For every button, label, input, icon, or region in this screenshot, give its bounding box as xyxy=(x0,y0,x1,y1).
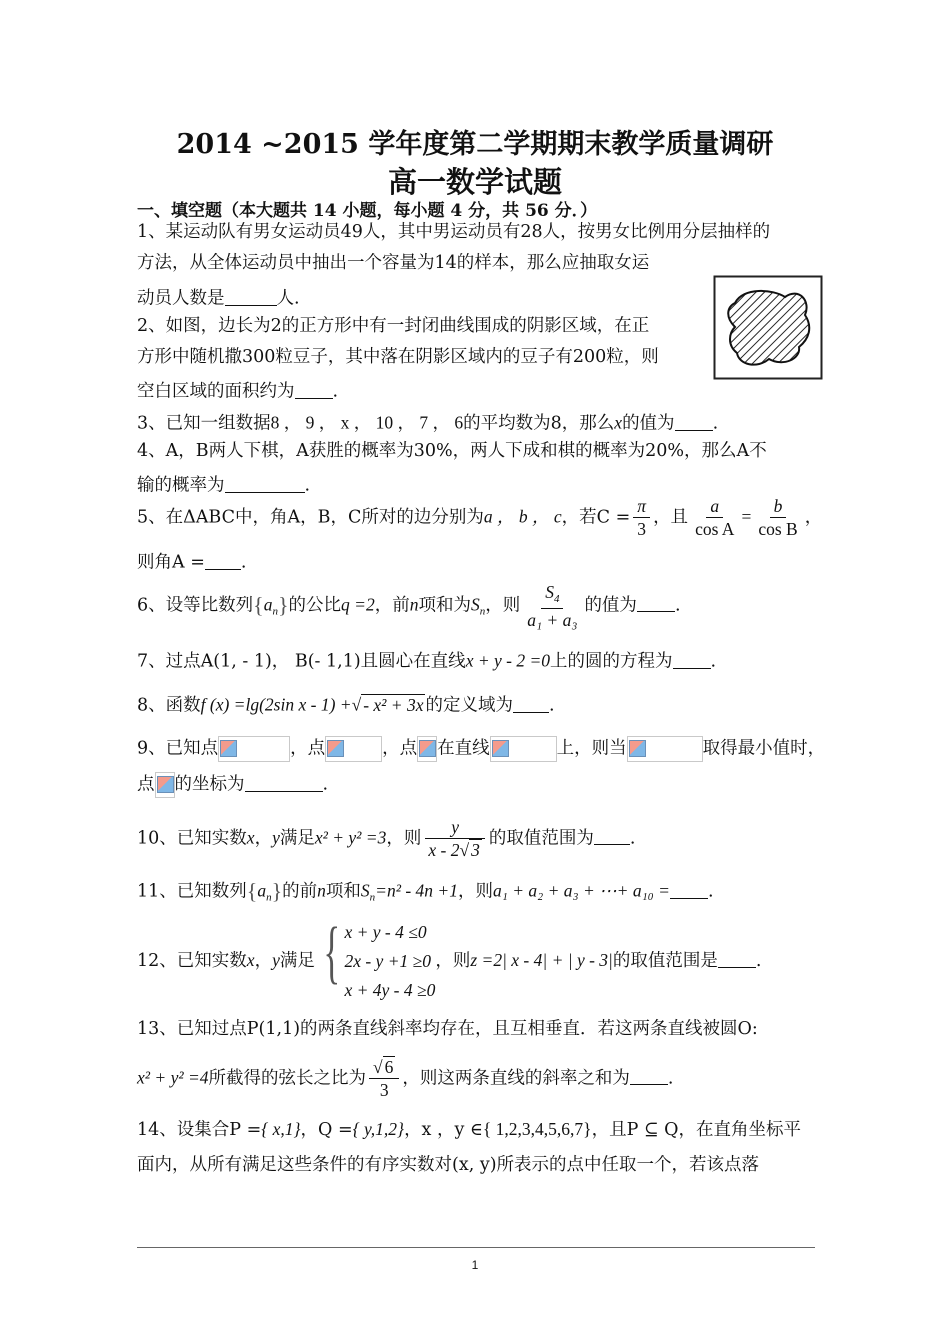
q6-text: 6、设等比数列 xyxy=(137,595,254,616)
q2-end: . xyxy=(332,381,339,402)
broken-image-icon xyxy=(220,740,237,757)
sqrt: √ 6 xyxy=(373,1057,394,1077)
q13-end: . xyxy=(667,1068,674,1089)
q10-text4: 的取值范围为 xyxy=(488,828,594,849)
set-values: { 1,2,3,4,5,6,7} xyxy=(482,1119,592,1139)
q11-end: . xyxy=(707,881,714,902)
q4-end: . xyxy=(304,475,311,496)
q13-line2 xyxy=(137,1058,673,1100)
frac-num: y xyxy=(425,818,485,839)
comma: ， xyxy=(254,950,273,971)
q8-text2: 的定义域为 xyxy=(425,695,513,716)
pi-over-3 xyxy=(633,497,650,539)
broken-image-placeholder xyxy=(627,736,703,762)
q14-line2: 面内，从所有满足这些条件的有序实数对(x, y)所表示的点中任取一个，若该点落 xyxy=(137,1155,760,1175)
q12-line xyxy=(137,914,762,1005)
q13-text: 所截得的弦长之比为 xyxy=(208,1068,367,1089)
q10-text3: ，则 xyxy=(386,828,422,849)
q10-line xyxy=(137,818,635,860)
q5-sides: a ， b ， c xyxy=(483,506,562,527)
q5-text: 5、在ΔABC中，角A，B，C所对的边分别为 xyxy=(137,507,484,528)
answer-blank[interactable] xyxy=(295,380,333,399)
q10-text: 10、已知实数 xyxy=(137,828,247,849)
section-heading: 一、填空题（本大题共 14 小题，每小题 4 分，共 56 分．） xyxy=(137,201,598,221)
q14-text: 14、设集合P = xyxy=(137,1120,262,1140)
sqrt6-over-3 xyxy=(369,1058,399,1100)
sqrt: √ - x² + 3x xyxy=(351,694,424,715)
q3-data: 8 ， 9 ， x ， 10 ， 7 ， 6 xyxy=(270,412,464,433)
q3-var: x xyxy=(614,412,623,433)
broken-image-placeholder xyxy=(325,736,382,762)
q6-text5: ，则 xyxy=(485,595,521,616)
q7-line xyxy=(137,650,716,671)
q2-line3 xyxy=(137,380,338,401)
answer-blank[interactable] xyxy=(718,949,756,968)
q12-text4: 的取值范围是 xyxy=(612,950,718,971)
q4-text: 输的概率为 xyxy=(137,475,225,496)
q6-text3: ，前 xyxy=(374,595,410,616)
q9-text5: 上，则当 xyxy=(556,738,627,759)
S-sub: n xyxy=(369,891,376,904)
var-y: y xyxy=(272,949,280,970)
frac-num: b xyxy=(770,497,787,518)
S4-fraction xyxy=(523,583,581,629)
q6-text4: 项和为 xyxy=(418,595,471,616)
answer-blank[interactable] xyxy=(630,1067,668,1086)
broken-image-icon xyxy=(419,740,436,757)
frac-den: 3 xyxy=(637,519,647,540)
broken-image-icon xyxy=(327,740,344,757)
page-title: 2014 ~2015 学年度第二学期期末教学质量调研 xyxy=(176,129,774,160)
sqrt: √ 3 xyxy=(459,840,480,861)
q10-eq: x² + y² =3 xyxy=(314,827,387,848)
frac-den xyxy=(424,839,485,859)
frac-num xyxy=(541,583,563,609)
broken-image-placeholder xyxy=(218,736,290,762)
broken-image-icon xyxy=(157,776,174,793)
sub: 4 xyxy=(553,593,560,605)
q9-end: . xyxy=(322,774,329,795)
q9-text2: ，点 xyxy=(290,738,326,759)
q11-sum: a₁ + a₂ + a₃ + ⋯+ a₁₀ = xyxy=(492,880,670,901)
den-text: x - 2 xyxy=(428,840,460,861)
brace: { xyxy=(253,592,264,618)
system-row: x + y - 4 ≤0 xyxy=(344,922,427,942)
var-x: x xyxy=(246,949,255,970)
page-subtitle: 高一数学试题 xyxy=(387,165,562,199)
q12-text: 12、已知实数 xyxy=(137,950,247,971)
var-n: n xyxy=(317,880,326,901)
q6-line xyxy=(137,583,681,629)
q14-line1 xyxy=(137,1121,801,1140)
comma: ， xyxy=(804,507,823,528)
radicand: - x² + 3x xyxy=(363,694,424,715)
seq-a: a xyxy=(263,594,273,615)
broken-image-placeholder xyxy=(490,736,557,762)
q10-fraction xyxy=(424,818,485,860)
answer-blank[interactable] xyxy=(675,412,713,431)
q10-text2: 满足 xyxy=(279,828,315,849)
q1-line2: 方法，从全体运动员中抽出一个容量为14的样本，那么应抽取女运 xyxy=(137,253,650,273)
q14-text2: ，Q = xyxy=(300,1120,353,1140)
broken-image-icon xyxy=(629,740,646,757)
q8-function: f (x) =lg(2sin x - 1) + xyxy=(200,694,352,715)
q2-line2: 方形中随机撒300粒豆子，其中落在阴影区域内的豆子有200粒，则 xyxy=(137,347,659,367)
q6-text2: 的公比 xyxy=(288,595,342,616)
q11-text2: 的前 xyxy=(282,881,318,902)
q9-text6: 取得最小值时， xyxy=(702,738,826,759)
system-rows xyxy=(344,918,435,1005)
q11-text4: ，则 xyxy=(457,881,493,902)
q11-text: 11、已知数列 xyxy=(137,881,247,902)
q11-formula: =n² - 4n +1 xyxy=(375,880,458,901)
frac-den: a₁ + a₃ xyxy=(527,609,578,630)
set-P: { x,1} xyxy=(261,1119,301,1139)
var-S: S xyxy=(360,880,370,901)
var-x: x xyxy=(246,827,255,848)
q10-end: . xyxy=(629,828,636,849)
brace: } xyxy=(271,878,283,904)
q7-end: . xyxy=(710,651,717,672)
q8-text: 8、函数 xyxy=(137,695,201,716)
b-over-cosB xyxy=(754,497,801,539)
system-row: 2x - y +1 ≥0 xyxy=(344,950,431,971)
answer-blank[interactable] xyxy=(594,827,630,846)
var-S: S xyxy=(470,594,480,615)
q9-text3: ，点 xyxy=(382,738,418,759)
q1-text: 动员人数是 xyxy=(137,288,225,309)
q13-line1: 13、已知过点P(1,1)的两条直线斜率均存在，且互相垂直．若这两条直线被圆O: xyxy=(137,1019,758,1039)
q5-text4: 则角A = xyxy=(137,552,205,573)
var-n: n xyxy=(409,594,419,615)
var-y: y xyxy=(272,827,280,848)
q4-line1: 4、A，B两人下棋，A获胜的概率为30%，两人下成和棋的概率为20%，那么A不 xyxy=(137,441,767,461)
answer-blank[interactable] xyxy=(225,287,277,306)
radicand: 3 xyxy=(471,840,480,861)
q9-line2 xyxy=(137,772,328,798)
answer-blank[interactable] xyxy=(205,551,241,570)
q13-text2: ，则这两条直线的斜率之和为 xyxy=(402,1068,630,1089)
q7-line-eq: x + y - 2 =0 xyxy=(465,650,551,671)
q7-text2: 上的圆的方程为 xyxy=(550,651,673,672)
broken-image-icon xyxy=(492,740,509,757)
q13-circle-eq: x² + y² =4 xyxy=(137,1067,209,1088)
seq-a: a xyxy=(257,880,267,901)
q6-text6: 的值为 xyxy=(584,595,637,616)
left-brace: { xyxy=(323,914,341,991)
q4-line2 xyxy=(137,474,310,495)
broken-image-placeholder xyxy=(417,736,437,762)
equals: = xyxy=(741,506,752,527)
footer-divider xyxy=(137,1247,815,1248)
answer-blank[interactable] xyxy=(673,650,711,669)
q12-end: . xyxy=(755,950,762,971)
frac-num: a xyxy=(706,497,723,518)
q5-line1 xyxy=(137,497,822,539)
brace: { xyxy=(246,878,258,904)
set-Q: { y,1,2} xyxy=(352,1119,405,1139)
brace: } xyxy=(277,592,289,618)
comma: ， xyxy=(254,828,273,849)
inequality-system xyxy=(315,914,436,1005)
frac-den: 3 xyxy=(379,1080,389,1101)
q5-end: . xyxy=(240,552,247,573)
q1-end: 人. xyxy=(276,288,300,309)
a-over-cosA xyxy=(691,497,738,539)
frac-den: cos A xyxy=(695,519,735,540)
shaded-square-figure xyxy=(713,275,823,380)
answer-blank[interactable] xyxy=(637,594,675,613)
shaded-region xyxy=(728,291,809,365)
frac-num: π xyxy=(633,497,650,518)
q9-text4: 在直线 xyxy=(437,738,490,759)
q2-line1: 2、如图，边长为2的正方形中有一封闭曲线围成的阴影区域，在正 xyxy=(137,316,650,336)
q12-text3: ，则 xyxy=(435,950,471,971)
q11-text3: 项和 xyxy=(325,881,361,902)
q9-line1 xyxy=(137,736,825,762)
q3-text2: 的平均数为8，那么 xyxy=(463,413,615,434)
q8-line xyxy=(137,694,555,715)
q1-line1: 1、某运动队有男女运动员49人，其中男运动员有28人，按男女比例用分层抽样的 xyxy=(137,222,771,242)
q5-text3: ，且 xyxy=(653,507,689,528)
q11-line xyxy=(137,880,714,904)
q7-text: 7、过点A(1, - 1)， B(- 1,1)且圆心在直线 xyxy=(137,651,466,672)
q2-text: 空白区域的面积约为 xyxy=(137,381,295,402)
answer-blank[interactable] xyxy=(670,880,708,899)
answer-blank[interactable] xyxy=(245,773,323,792)
seq-sub: n xyxy=(266,891,272,904)
q6-end: . xyxy=(674,595,681,616)
q5-text2: ，若C = xyxy=(561,507,631,528)
page-number: 1 xyxy=(471,1258,479,1272)
seq-sub: n xyxy=(272,605,278,618)
frac-num xyxy=(369,1058,399,1079)
q3-text: 3、已知一组数据 xyxy=(137,413,271,434)
q1-line3 xyxy=(137,287,300,308)
system-row: x + 4y - 4 ≥0 xyxy=(344,979,436,1000)
q3-end: . xyxy=(712,413,719,434)
q5-line2 xyxy=(137,551,246,572)
q9-text8: 的坐标为 xyxy=(174,774,245,795)
q12-text2: 满足 xyxy=(279,950,315,971)
q6-ratio: q =2 xyxy=(341,594,375,615)
q9-text7: 点 xyxy=(137,774,155,795)
S-sub: n xyxy=(479,605,486,618)
q14-text4: ，且P ⊆ Q，在直角坐标平 xyxy=(591,1120,802,1140)
q14-text3: ，x ，y ∈ xyxy=(404,1120,483,1140)
broken-image-placeholder xyxy=(155,772,175,798)
answer-blank[interactable] xyxy=(513,694,549,713)
q8-end: . xyxy=(548,695,555,716)
S: S xyxy=(545,582,554,602)
frac-den: cos B xyxy=(758,519,798,540)
q9-text: 9、已知点 xyxy=(137,738,219,759)
q3-line xyxy=(137,412,718,433)
radicand: 6 xyxy=(384,1057,394,1077)
q12-z: z =2| x - 4| + | y - 3| xyxy=(470,949,613,970)
answer-blank[interactable] xyxy=(225,474,305,493)
q3-text3: 的值为 xyxy=(622,413,675,434)
